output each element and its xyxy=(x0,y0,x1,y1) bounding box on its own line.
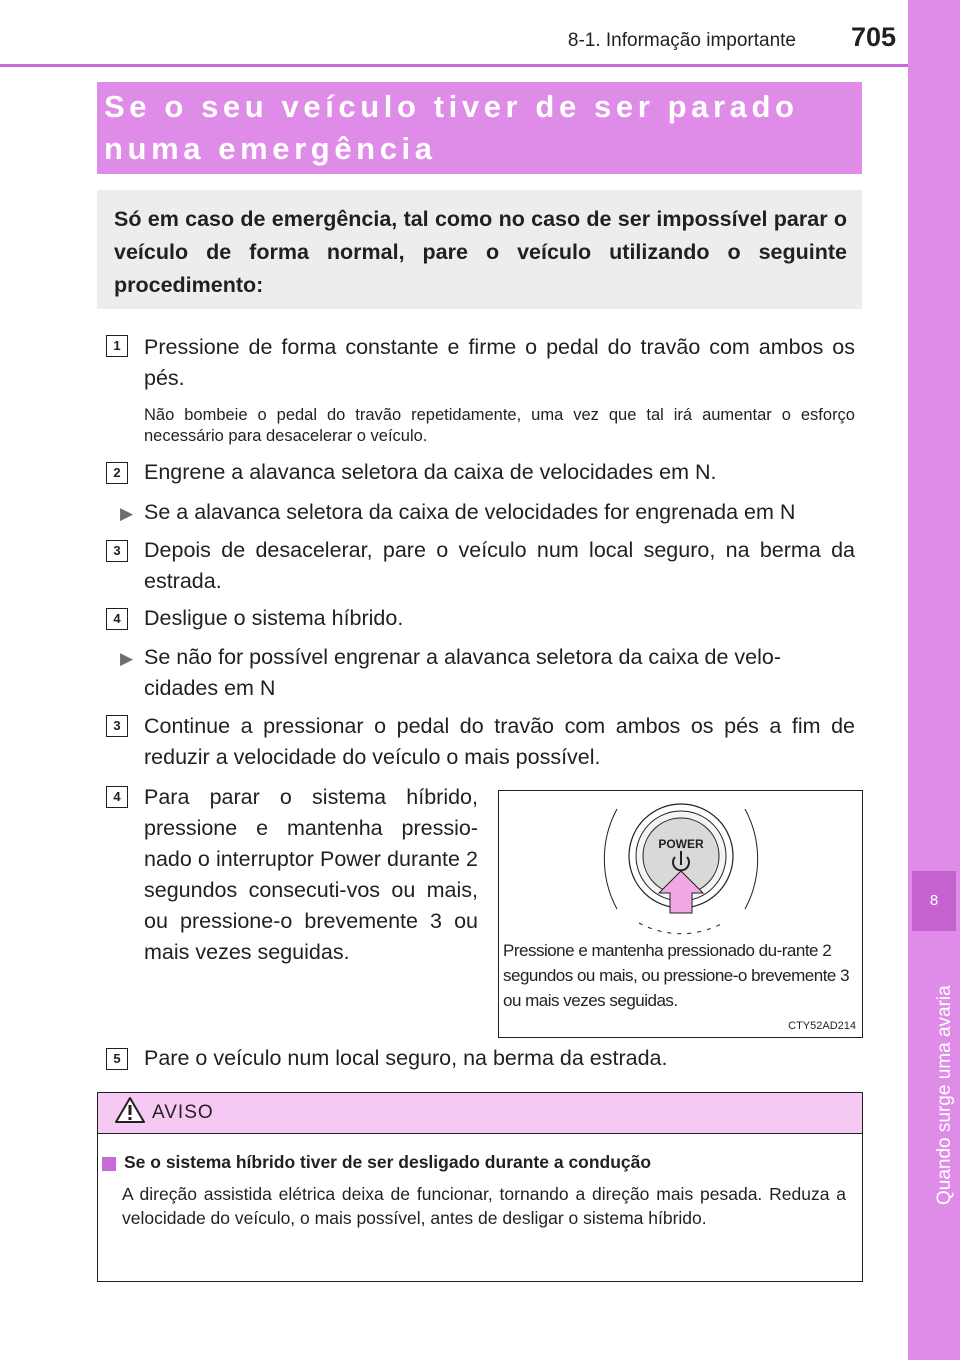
step-number-5: 5 xyxy=(106,1048,128,1070)
warning-bullet-icon xyxy=(102,1157,116,1171)
figure-code: CTY52AD214 xyxy=(788,1020,856,1032)
warning-body: A direção assistida elétrica deixa de funcionar, tornando a direção mais pesada. Reduza a velocidade do veículo, o mais possível, antes de desligar o sistema híbrido. xyxy=(122,1184,846,1228)
step-number-1: 1 xyxy=(106,335,128,357)
page-number: 705 xyxy=(850,22,896,52)
condition-text-b: Se não for possível engrenar a alavanca seletora da caixa de velo-cidades em N xyxy=(144,645,782,700)
step-text-4: Desligue o sistema híbrido. xyxy=(144,606,404,630)
warning-triangle-icon xyxy=(114,1096,146,1129)
chapter-number-tab: 8 xyxy=(912,871,956,931)
step-note-1: Não bombeie o pedal do travão repetidamente, uma vez que tal irá aumentar o esforço necessário para desacelerar o veículo. xyxy=(144,406,855,445)
condition-arrow-icon: ▶ xyxy=(120,504,134,523)
step-number-4: 4 xyxy=(106,608,128,630)
step-text-1: Pressione de forma constante e firme o pedal do travão com ambos os pés. xyxy=(144,335,855,390)
chapter-title: Quando surge uma avaria xyxy=(934,985,955,1205)
step-text-3b: Continue a pressionar o pedal do travão com ambos os pés a fim de reduzir a velocidade do veículo o mais possível. xyxy=(144,714,855,769)
header-rule xyxy=(0,64,908,67)
step-text-3: Depois de desacelerar, pare o veículo num local seguro, na berma da estrada. xyxy=(144,538,855,593)
figure-caption: Pressione e mantenha pressionado du-rante 2 segundos ou mais, ou pressione-o brevemente 3 ou mais vezes seguidas. xyxy=(503,941,850,1010)
section-title: Se o seu veículo tiver de ser parado numa emergência xyxy=(104,89,799,166)
step-text-4b: Para parar o sistema híbrido, pressione e mantenha pressio-nado o interruptor Power durante 2 segundos consecuti-vos ou mais, ou pressione-o brevemente 3 ou mais vezes seguidas. xyxy=(144,785,478,964)
warning-subtitle: Se o sistema híbrido tiver de ser desligado durante a condução xyxy=(124,1152,652,1172)
step-text-5: Pare o veículo num local seguro, na berma da estrada. xyxy=(144,1046,668,1070)
step-text-2: Engrene a alavanca seletora da caixa de velocidades em N. xyxy=(144,460,717,484)
step-number-3: 3 xyxy=(106,540,128,562)
section-header: 8-1. Informação importante xyxy=(567,30,796,51)
step-number-4b: 4 xyxy=(106,786,128,808)
condition-arrow-icon: ▶ xyxy=(120,649,134,668)
warning-label: AVISO xyxy=(152,1102,214,1123)
power-button-label: POWER xyxy=(658,837,704,851)
step-number-2: 2 xyxy=(106,462,128,484)
intro-text: Só em caso de emergência, tal como no caso de ser impossível parar o veículo de forma normal, pare o veículo utilizando o seguinte procedimento: xyxy=(114,207,847,297)
condition-text-a: Se a alavanca seletora da caixa de velocidades for engrenada em N xyxy=(144,500,796,524)
step-number-3b: 3 xyxy=(106,715,128,737)
